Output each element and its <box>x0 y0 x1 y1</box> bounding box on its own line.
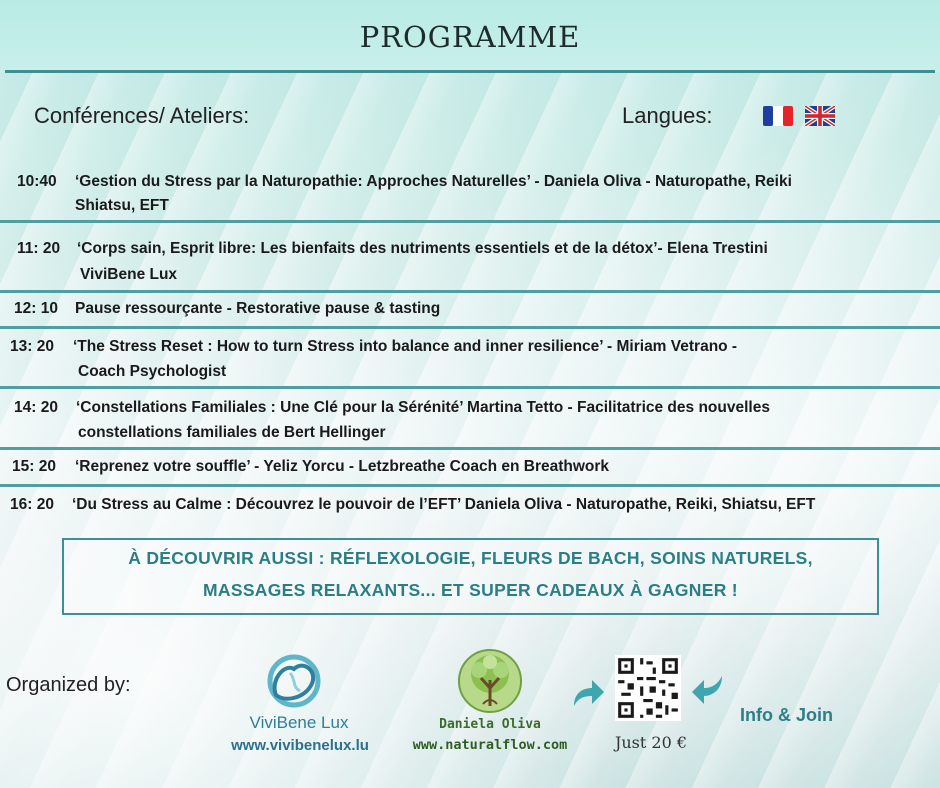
page-title: PROGRAMME <box>359 20 581 54</box>
row-divider <box>0 484 940 487</box>
schedule-title: ‘The Stress Reset : How to turn Stress into balance and inner resilience’ - Miriam Vetrano - <box>73 338 738 355</box>
schedule-title: ‘Corps sain, Esprit libre: Les bienfaits des nutriments essentiels et de la détox’- Elena Trestini <box>77 240 768 257</box>
schedule-title-cont: Coach Psychologist <box>78 363 227 380</box>
schedule-title-cont: ViviBene Lux <box>80 266 178 283</box>
row-divider <box>0 290 940 293</box>
vivibene-logo-icon <box>262 651 326 711</box>
schedule-time: 16: 20 <box>10 496 54 513</box>
section-label: Conférences/ Ateliers: <box>34 103 250 128</box>
schedule-time: 12: 10 <box>14 300 58 317</box>
daniela-name: Daniela Oliva <box>439 717 541 732</box>
schedule-title: ‘Gestion du Stress par la Naturopathie: Approches Naturelles’ - Daniela Oliva - Naturopathe, Reiki <box>75 173 792 190</box>
daniela-url-link[interactable]: www.naturalflow.com <box>412 737 568 753</box>
schedule-time: 15: 20 <box>12 458 56 475</box>
qr-code-icon[interactable] <box>615 655 681 721</box>
schedule-time: 14: 20 <box>14 399 58 416</box>
arrow-left-icon <box>690 672 726 706</box>
price-label: Just 20 € <box>614 733 688 752</box>
tree-of-life-logo-icon <box>457 648 523 714</box>
vivibene-url-link[interactable]: www.vivibenelux.lu <box>231 737 369 754</box>
schedule-time: 11: 20 <box>17 240 61 257</box>
schedule-title-cont: Shiatsu, EFT <box>75 197 169 214</box>
discover-line-2: MASSAGES RELAXANTS... ET SUPER CADEAUX À GAGNER ! <box>203 580 738 600</box>
arrow-right-icon <box>570 676 606 710</box>
schedule-title: ‘Du Stress au Calme : Découvrez le pouvoir de l’EFT’ Daniela Oliva - Naturopathe, Reiki, Shiatsu, EFT <box>72 496 816 513</box>
row-divider <box>0 220 940 223</box>
schedule-title: ‘Constellations Familiales : Une Clé pour la Sérénité’ Martina Tetto - Facilitatrice des nouvelles <box>76 399 770 416</box>
row-divider <box>0 326 940 329</box>
languages-label: Langues: <box>622 103 713 128</box>
schedule-time: 13: 20 <box>10 338 54 355</box>
organized-by-label: Organized by: <box>6 674 131 696</box>
schedule-title: ‘Reprenez votre souffle’ - Yeliz Yorcu - Letzbreathe Coach en Breathwork <box>75 458 610 475</box>
french-flag-icon <box>763 106 793 126</box>
title-divider <box>5 70 935 73</box>
schedule-title-cont: constellations familiales de Bert Hellinger <box>78 424 386 441</box>
schedule-time: 10:40 <box>17 173 57 190</box>
discover-box <box>62 538 879 615</box>
row-divider <box>0 386 940 389</box>
row-divider <box>0 447 940 450</box>
info-join-link[interactable]: Info & Join <box>740 705 833 725</box>
schedule-title: Pause ressourçante - Restorative pause & tasting <box>75 300 441 317</box>
uk-flag-icon <box>805 106 835 126</box>
vivibene-name: ViviBene Lux <box>249 713 349 732</box>
discover-line-1: À DÉCOUVRIR AUSSI : RÉFLEXOLOGIE, FLEURS DE BACH, SOINS NATURELS, <box>128 548 813 568</box>
